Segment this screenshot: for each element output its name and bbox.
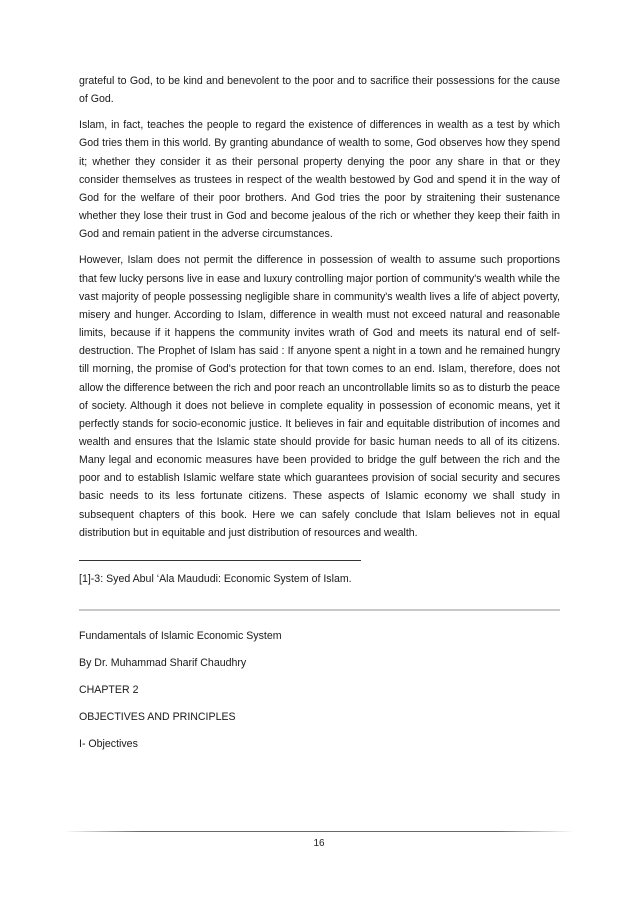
book-title: Fundamentals of Islamic Economic System <box>79 629 282 642</box>
author-line: By Dr. Muhammad Sharif Chaudhry <box>79 656 247 669</box>
paragraph: grateful to God, to be kind and benevolent to the poor and to sacrifice their possessions for the cause of God. <box>79 75 560 106</box>
section-heading: I- Objectives <box>79 737 138 750</box>
document-page <box>79 72 560 752</box>
paragraph: Islam, in fact, teaches the people to regard the existence of differences in wealth as a test by which God tries them in this world. By granting abundance of wealth to some, God observes how they spend it; whether they consider it as their personal property denying the poor any share in that or they consider themselves as trustees in respect of the wealth bestowed by God and spend it in the way of God for the welfare of their poor brothers. And God tries the poor by straitening their sustenance whether they lose their trust in God and become jealous of the rich or whether they keep their faith in God and remain patient in the adverse circumstances. <box>79 119 560 241</box>
chapter-number: CHAPTER 2 <box>79 683 139 696</box>
paragraph: However, Islam does not permit the difference in possession of wealth to assume such proportions that few lucky persons live in ease and luxury controlling major portion of community's wealth while the vast majority of people possessing negligible share in community's wealth lives a life of abject poverty, misery and hunger. According to Islam, difference in wealth must not exceed natural and reasonable limits, because if it happens the community invites wrath of God and meets its natural end of self-destruction. The Prophet of Islam has said : If anyone spent a night in a town and he remained hungry till morning, the promise of God's protection for that town comes to an end. Islam, therefore, does not allow the difference between the rich and poor reach an uncontrollable limits so as to disturb the peace of society. Although it does not believe in complete equality in possession of economic means, yet it perfectly stands for socio-economic justice. It believes in fair and equitable distribution of incomes and wealth and ensures that the Islamic state should provide for basic human needs to all of its citizens. Many legal and economic measures have been provided to bridge the gulf between the rich and the poor and to establish Islamic welfare state which guarantees provision of social security and secures basic needs to its less fortunate citizens. These aspects of Islamic economy we shall study in subsequent chapters of this book. Here we can safely conclude that Islam believes not in equal distribution but in equitable and just distribution of resources and wealth. <box>79 254 560 539</box>
footnote-separator <box>79 560 361 561</box>
section-divider <box>79 609 560 611</box>
page-number: 16 <box>313 838 325 849</box>
footer-divider <box>64 831 574 832</box>
footnote: [1]-3: Syed Abul ‘Ala Maududi: Economic System of Islam. <box>79 572 352 585</box>
chapter-title: OBJECTIVES AND PRINCIPLES <box>79 710 236 723</box>
